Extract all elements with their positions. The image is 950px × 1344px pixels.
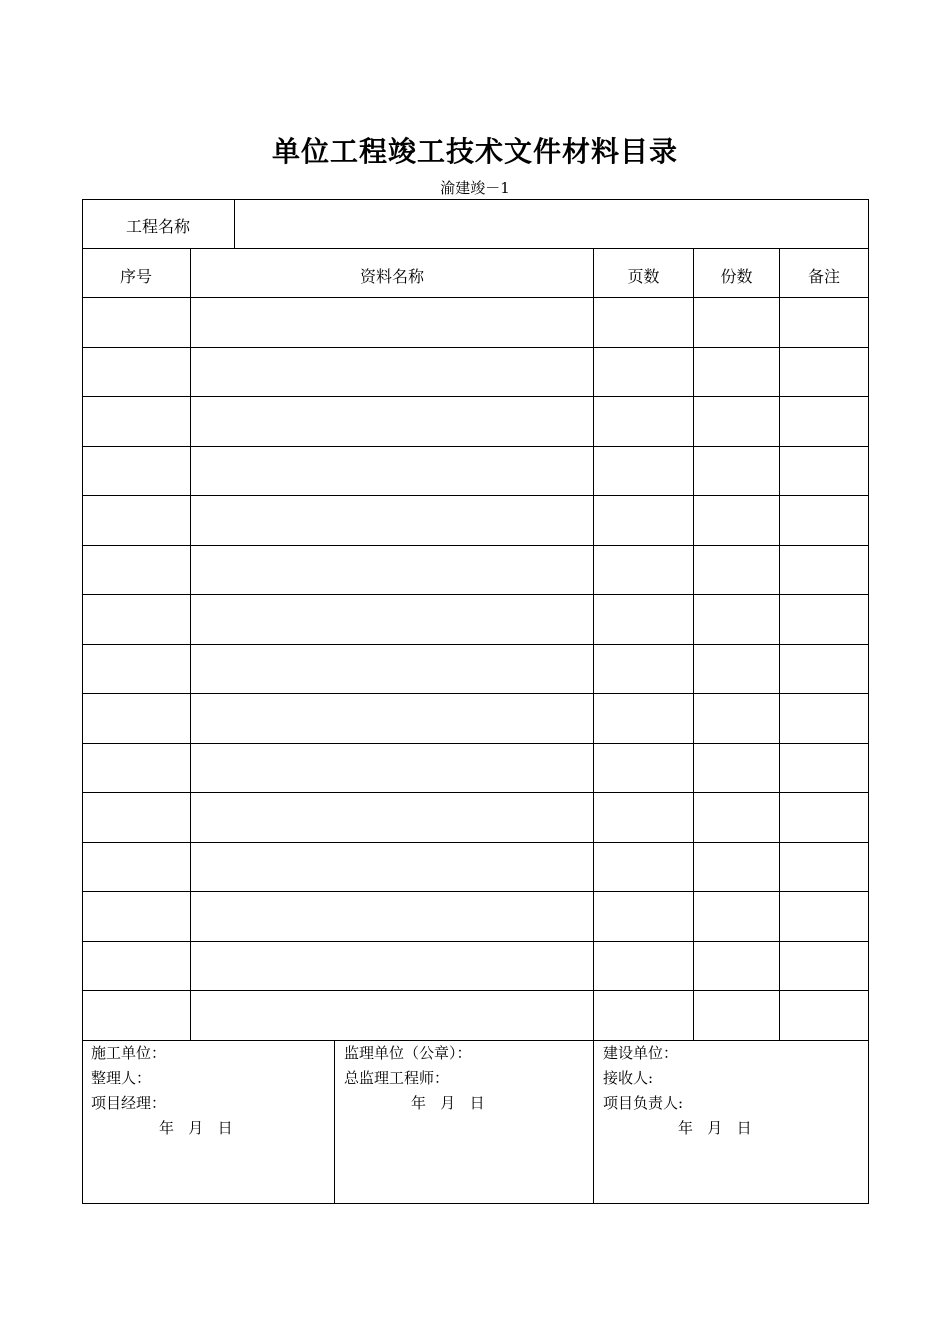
table-cell-remarks[interactable] [780,361,868,381]
table-cell-no[interactable] [82,608,190,628]
table-left-border [82,199,83,1204]
table-cell-name[interactable] [191,410,593,430]
construction-date: 年 月 日 [159,1119,233,1137]
table-cell-name[interactable] [191,460,593,480]
supervision-signature-block [344,1041,589,1116]
table-cell-remarks[interactable] [780,905,868,925]
table-cell-pages[interactable] [594,608,693,628]
table-cell-no[interactable] [82,1004,190,1024]
table-bottom-border [82,1203,869,1204]
chief-engineer-label: 总监理工程师： [344,1069,450,1087]
table-cell-pages[interactable] [594,806,693,826]
table-cell-copies[interactable] [694,806,779,826]
header-name: 资料名称 [359,267,424,286]
row-divider [82,495,869,496]
table-cell-copies[interactable] [694,410,779,430]
row-divider [82,446,869,447]
table-cell-no[interactable] [82,658,190,678]
table-cell-no[interactable] [82,311,190,331]
table-cell-remarks[interactable] [780,311,868,331]
page-title: 单位工程竣工技术文件材料目录 [271,135,678,168]
table-cell-remarks[interactable] [780,1004,868,1024]
table-cell-name[interactable] [191,806,593,826]
supervision-unit-label: 监理单位（公章）： [344,1044,472,1062]
table-cell-copies[interactable] [694,608,779,628]
table-cell-name[interactable] [191,955,593,975]
table-cell-name[interactable] [191,757,593,777]
table-cell-no[interactable] [82,757,190,777]
table-cell-name[interactable] [191,311,593,331]
row-divider [82,545,869,546]
table-cell-name[interactable] [191,1004,593,1024]
row-divider [82,842,869,843]
owner-signature-block [603,1041,863,1141]
table-right-border [868,199,869,1204]
row-divider [82,891,869,892]
table-cell-pages[interactable] [594,955,693,975]
row-divider [82,990,869,991]
construction-unit-label: 施工单位： [91,1044,167,1062]
table-top-border [82,199,869,200]
table-cell-no[interactable] [82,905,190,925]
table-cell-remarks[interactable] [780,410,868,430]
receiver-label: 接收人: [603,1069,654,1087]
table-cell-no[interactable] [82,856,190,876]
table-cell-copies[interactable] [694,1004,779,1024]
owner-unit-label: 建设单位： [603,1044,679,1062]
table-cell-pages[interactable] [594,856,693,876]
project-name-label: 工程名称 [125,217,190,236]
table-cell-pages[interactable] [594,509,693,529]
table-cell-name[interactable] [191,856,593,876]
row-divider [82,347,869,348]
project-manager-label: 项目经理： [91,1094,167,1112]
project-name-field[interactable] [235,214,868,234]
table-cell-remarks[interactable] [780,509,868,529]
table-cell-no[interactable] [82,707,190,727]
row-divider [82,693,869,694]
table-cell-copies[interactable] [694,559,779,579]
row-divider [82,396,869,397]
signature-divider-2 [593,1040,594,1204]
table-cell-remarks[interactable] [780,707,868,727]
table-cell-no[interactable] [82,410,190,430]
table-cell-copies[interactable] [694,856,779,876]
table-cell-copies[interactable] [694,757,779,777]
table-cell-copies[interactable] [694,460,779,480]
table-cell-name[interactable] [191,559,593,579]
table-cell-pages[interactable] [594,460,693,480]
project-leader-label: 项目负责人: [603,1094,684,1112]
table-cell-remarks[interactable] [780,757,868,777]
table-cell-pages[interactable] [594,410,693,430]
table-cell-copies[interactable] [694,311,779,331]
table-cell-name[interactable] [191,905,593,925]
table-cell-remarks[interactable] [780,856,868,876]
table-cell-copies[interactable] [694,707,779,727]
table-cell-pages[interactable] [594,311,693,331]
table-cell-pages[interactable] [594,707,693,727]
header-no: 序号 [119,267,152,286]
table-cell-remarks[interactable] [780,806,868,826]
header-remarks: 备注 [807,267,840,286]
row-divider [82,743,869,744]
table-cell-remarks[interactable] [780,460,868,480]
table-cell-copies[interactable] [694,509,779,529]
table-cell-no[interactable] [82,509,190,529]
table-cell-remarks[interactable] [780,559,868,579]
row-divider [82,644,869,645]
table-cell-name[interactable] [191,361,593,381]
table-cell-pages[interactable] [594,658,693,678]
table-cell-no[interactable] [82,361,190,381]
table-cell-remarks[interactable] [780,608,868,628]
owner-date: 年 月 日 [678,1119,752,1137]
table-cell-no[interactable] [82,806,190,826]
form-code: 渝建竣－1 [440,179,510,197]
table-cell-copies[interactable] [694,658,779,678]
table-cell-pages[interactable] [594,757,693,777]
table-cell-pages[interactable] [594,905,693,925]
table-cell-copies[interactable] [694,955,779,975]
table-cell-pages[interactable] [594,361,693,381]
table-cell-copies[interactable] [694,905,779,925]
row-divider [82,941,869,942]
divider-project-row [82,248,869,249]
construction-signature-block [91,1041,331,1141]
table-cell-remarks[interactable] [780,955,868,975]
table-cell-pages[interactable] [594,559,693,579]
table-cell-copies[interactable] [694,361,779,381]
header-pages: 页数 [627,267,660,286]
table-cell-no[interactable] [82,559,190,579]
header-copies: 份数 [720,267,753,286]
table-cell-no[interactable] [82,955,190,975]
row-divider [82,792,869,793]
organizer-label: 整理人： [91,1069,152,1087]
table-cell-pages[interactable] [594,1004,693,1024]
table-cell-name[interactable] [191,658,593,678]
table-cell-no[interactable] [82,460,190,480]
table-cell-name[interactable] [191,509,593,529]
table-cell-name[interactable] [191,707,593,727]
divider-header-row [82,297,869,298]
row-divider [82,594,869,595]
table-cell-remarks[interactable] [780,658,868,678]
signature-divider-1 [334,1040,335,1204]
table-cell-name[interactable] [191,608,593,628]
supervision-date: 年 月 日 [411,1094,485,1112]
